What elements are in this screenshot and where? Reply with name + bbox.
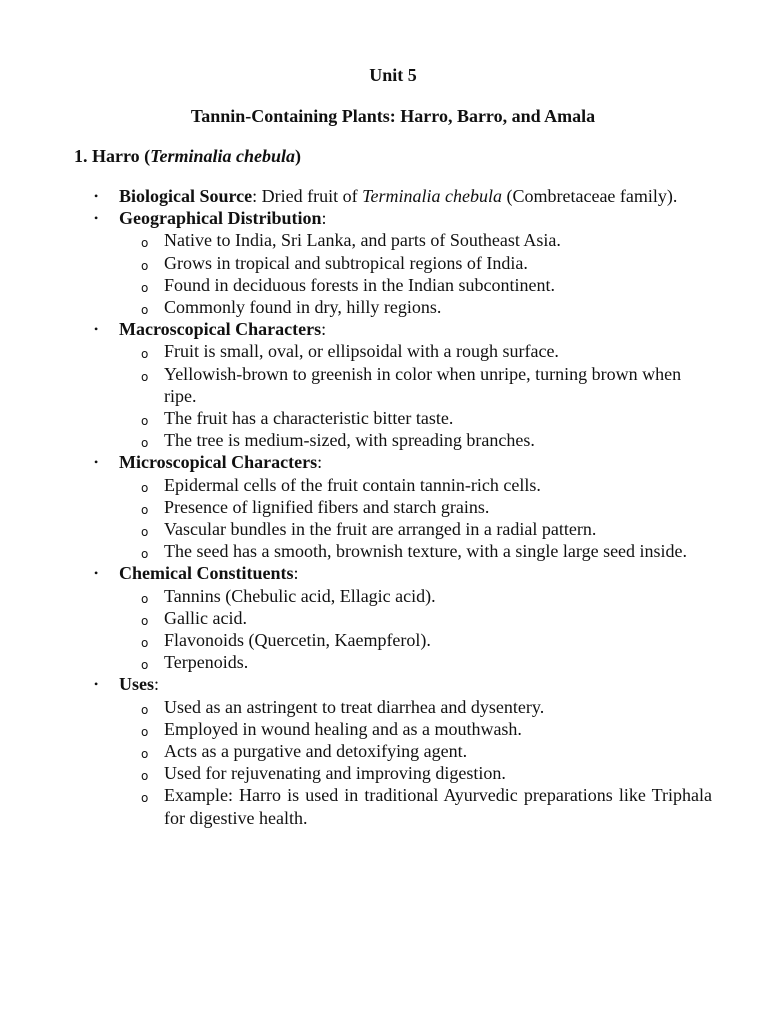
list-item: o Example: Harro is used in traditional Ayurvedic preparations like Triphala for digestive health.: [141, 785, 712, 828]
sub-bullet-marker: o: [141, 347, 149, 362]
list-item: o Epidermal cells of the fruit contain tannin-rich cells.: [119, 474, 712, 496]
sub-bullet-marker: o: [141, 747, 149, 762]
topic-text: (Combretaceae family).: [501, 186, 678, 206]
topic-text: : Dried fruit of: [252, 186, 363, 206]
sub-bullet-marker: o: [141, 369, 149, 384]
sub-bullet-marker: o: [141, 791, 149, 806]
list-item: o Used as an astringent to treat diarrhea and dysentery.: [119, 696, 712, 718]
list-item: o Yellowish-brown to greenish in color when unripe, turning brown when ripe.: [141, 363, 682, 406]
list-item: o Flavonoids (Quercetin, Kaempferol).: [119, 629, 712, 651]
list-item: o Native to India, Sri Lanka, and parts of Southeast Asia.: [119, 229, 712, 251]
list-item: o The seed has a smooth, brownish texture, with a single large seed inside.: [119, 540, 712, 562]
section-number: 1.: [74, 146, 88, 166]
sub-list: [119, 585, 712, 674]
sub-bullet-marker: o: [141, 613, 149, 628]
list-item: o Acts as a purgative and detoxifying agent.: [119, 740, 712, 762]
list-item: o The tree is medium-sized, with spreading branches.: [119, 429, 712, 451]
sub-bullet-marker: o: [141, 658, 149, 673]
list-item: o Presence of lignified fibers and starch grains.: [119, 496, 712, 518]
topic-chemical-constituents: [74, 562, 712, 673]
list-item: o Employed in wound healing and as a mouthwash.: [119, 718, 712, 740]
topic-microscopical-characters: [74, 451, 712, 562]
topic-colon: :: [293, 563, 299, 584]
topic-macroscopical-characters: [74, 318, 712, 451]
topic-colon: :: [321, 208, 327, 229]
topic-label: Biological Source: [119, 186, 253, 206]
sub-list: [119, 229, 712, 318]
list-item: o Gallic acid.: [119, 607, 712, 629]
sub-bullet-marker: o: [141, 769, 149, 784]
topic-biological-source: [74, 185, 712, 207]
bullet-marker: •: [94, 322, 99, 337]
sub-bullet-marker: o: [141, 280, 149, 295]
sub-bullet-marker: o: [141, 236, 149, 251]
list-item: o Commonly found in dry, hilly regions.: [119, 296, 712, 318]
topic-label: Microscopical Characters: [119, 452, 318, 473]
list-item: o Terpenoids.: [119, 651, 712, 673]
bullet-marker: •: [94, 677, 99, 692]
section-content: [74, 185, 712, 829]
bullet-marker: •: [94, 189, 99, 203]
topic-geographical-distribution: [74, 207, 712, 318]
document-title: Tannin-Containing Plants: Harro, Barro, and Amala: [190, 106, 596, 126]
list-item: o Fruit is small, oval, or ellipsoidal with a rough surface.: [119, 340, 712, 362]
topic-label: Geographical Distribution: [119, 208, 322, 229]
topic-label: Uses: [119, 674, 154, 695]
topic-uses: [74, 673, 712, 828]
sub-bullet-marker: o: [141, 702, 149, 717]
list-item: o The fruit has a characteristic bitter taste.: [119, 407, 712, 429]
list-item: o Grows in tropical and subtropical regions of India.: [119, 252, 712, 274]
sub-bullet-marker: o: [141, 414, 149, 429]
sub-bullet-marker: o: [141, 436, 149, 451]
section-name: Harro (: [92, 146, 151, 166]
unit-title: Unit 5: [369, 65, 417, 85]
sub-bullet-marker: o: [141, 636, 149, 651]
sub-list: [119, 696, 712, 829]
topic-colon: :: [321, 319, 327, 340]
sub-bullet-marker: o: [141, 525, 149, 540]
sub-bullet-marker: o: [141, 547, 149, 562]
section-close-paren: ): [295, 146, 302, 166]
sub-bullet-marker: o: [141, 724, 149, 739]
sub-bullet-marker: o: [141, 303, 149, 318]
topic-colon: :: [154, 674, 160, 695]
section-heading: [74, 145, 301, 167]
sub-bullet-marker: o: [141, 258, 149, 273]
list-item: o Tannins (Chebulic acid, Ellagic acid).: [119, 585, 712, 607]
topic-latin-name: Terminalia chebula: [362, 186, 502, 206]
topic-list: [74, 185, 712, 829]
section-latin-name: Terminalia chebula: [150, 146, 296, 166]
topic-label: Macroscopical Characters: [119, 319, 322, 340]
list-item: o Vascular bundles in the fruit are arranged in a radial pattern.: [119, 518, 712, 540]
list-item: o Used for rejuvenating and improving digestion.: [119, 762, 712, 784]
sub-bullet-marker: o: [141, 591, 149, 606]
sub-bullet-marker: o: [141, 480, 149, 495]
sub-bullet-marker: o: [141, 502, 149, 517]
topic-label: Chemical Constituents: [119, 563, 294, 584]
sub-list: [119, 474, 712, 563]
list-item: o Found in deciduous forests in the Indian subcontinent.: [119, 274, 712, 296]
bullet-marker: •: [94, 566, 99, 581]
bullet-marker: •: [94, 211, 99, 226]
bullet-marker: •: [94, 455, 99, 470]
topic-colon: :: [317, 452, 323, 473]
sub-list: [119, 340, 712, 451]
